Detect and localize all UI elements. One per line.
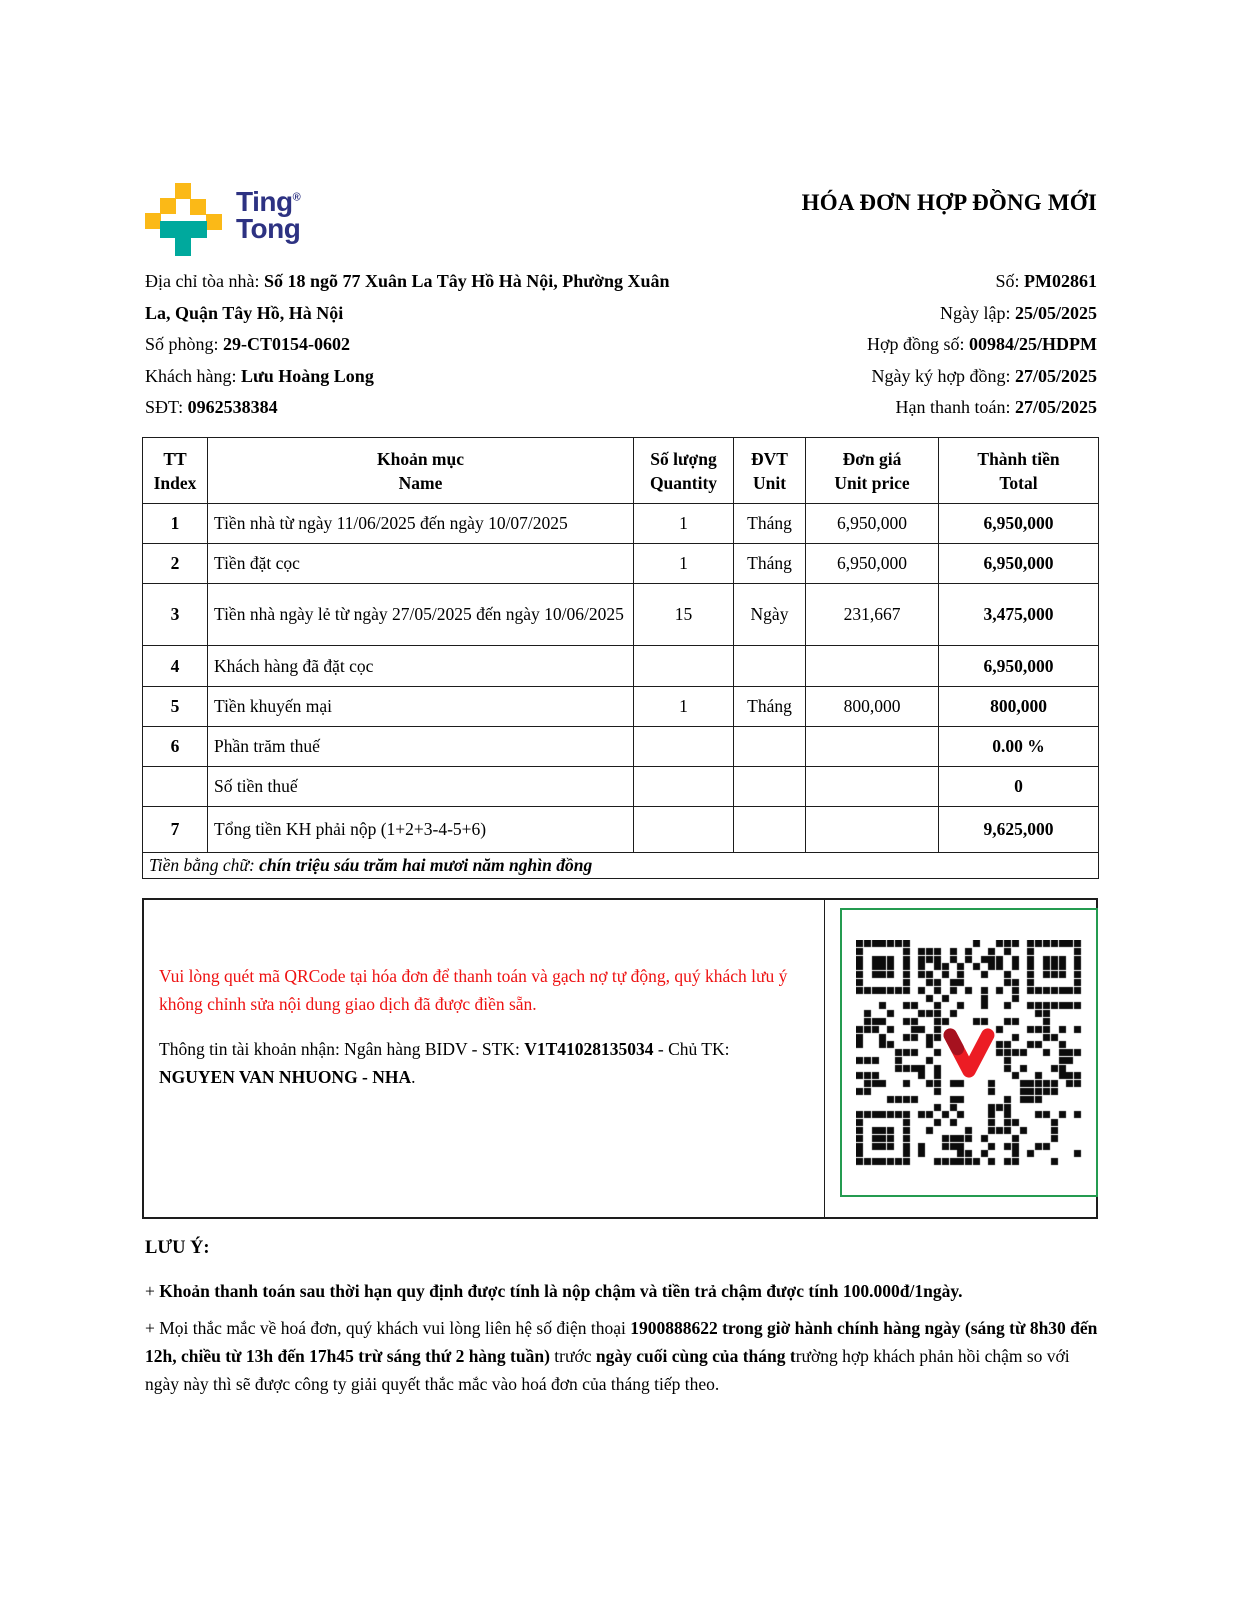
cell-total: 0.00 % — [939, 727, 1099, 767]
qr-warning-text: Vui lòng quét mã QRCode tại hóa đơn để thanh toán và gạch nợ tự động, quý khách lưu ý không chỉnh sửa nội dung giao dịch đã được điền sẵn. — [159, 966, 788, 1014]
note1-prefix: + — [145, 1281, 160, 1301]
room-number-line — [145, 329, 690, 361]
address-value: Số 18 ngõ 77 Xuân La Tây Hồ Hà Nội, Phường Xuân La, Quận Tây Hồ, Hà Nội — [145, 271, 670, 323]
invoice-number-value: PM02861 — [1024, 271, 1097, 291]
wordmark-line1: Ting — [236, 186, 293, 217]
issue-date-line — [667, 298, 1097, 330]
issue-date-value: 25/05/2025 — [1014, 302, 1097, 323]
amount-in-words-label: Tiền bằng chữ: — [149, 855, 260, 875]
col-header-total: Thành tiền Total — [939, 438, 1099, 504]
account-suffix: . — [411, 1067, 416, 1087]
cell-unit — [734, 646, 806, 687]
table-row — [143, 687, 1099, 727]
cell-total: 6,950,000 — [939, 646, 1099, 687]
note1-bold: Khoản thanh toán sau thời hạn quy định được tính là nộp chậm và tiền trả chậm được tính 100.000đ/1ngày. — [159, 1281, 963, 1301]
cell-unit-price — [806, 646, 939, 687]
cell-quantity: 15 — [634, 584, 734, 646]
cell-unit — [734, 767, 806, 807]
registered-mark: ® — [292, 191, 301, 204]
cell-unit-price: 800,000 — [806, 687, 939, 727]
logo-pixel — [206, 214, 222, 230]
account-holder: NGUYEN VAN NHUONG - NHA — [159, 1067, 412, 1087]
logo-pixel — [175, 183, 191, 199]
cell-total: 9,625,000 — [939, 807, 1099, 853]
cell-index: 1 — [143, 504, 208, 544]
logo-pixel — [160, 221, 207, 238]
late-payment-note — [145, 1278, 1101, 1305]
phone-label: SĐT: — [145, 397, 188, 417]
cell-quantity — [634, 807, 734, 853]
tingtong-logo-icon — [145, 183, 223, 259]
col-header-quantity: Số lượng Quantity — [634, 438, 734, 504]
cell-unit-price: 6,950,000 — [806, 544, 939, 584]
cell-unit — [734, 727, 806, 767]
cell-name: Tiền khuyến mại — [208, 687, 634, 727]
table-row — [143, 584, 1099, 646]
cell-unit-price: 231,667 — [806, 584, 939, 646]
cell-index: 5 — [143, 687, 208, 727]
payment-box — [142, 898, 1098, 1219]
cell-index: 6 — [143, 727, 208, 767]
cell-quantity — [634, 767, 734, 807]
cell-unit: Ngày — [734, 584, 806, 646]
cell-quantity — [634, 646, 734, 687]
due-date-label: Hạn thanh toán: — [895, 397, 1015, 417]
cell-unit-price — [806, 807, 939, 853]
cell-total: 800,000 — [939, 687, 1099, 727]
customer-line — [145, 361, 690, 393]
cell-total: 6,950,000 — [939, 504, 1099, 544]
table-row — [143, 544, 1099, 584]
cell-index: 3 — [143, 584, 208, 646]
cell-name: Tiền nhà ngày lẻ từ ngày 27/05/2025 đến ngày 10/06/2025 — [208, 584, 634, 646]
note2-seg5: rường hợp khách phản hồi chậm so với ngày này thì sẽ được công ty giải quyết thắc mắc vào hoá đơn của tháng tiếp theo. — [145, 1346, 1070, 1394]
notes-heading: LƯU Ý: — [145, 1238, 210, 1258]
table-row — [143, 767, 1099, 807]
invoice-number-line — [667, 266, 1097, 298]
document-title: HÓA ĐƠN HỢP ĐỒNG MỚI — [801, 190, 1097, 215]
logo-pixel — [190, 199, 206, 215]
col-header-index: TT Index — [143, 438, 208, 504]
phone-value: 0962538384 — [187, 397, 278, 417]
cell-name: Tiền nhà từ ngày 11/06/2025 đến ngày 10/07/2025 — [208, 504, 634, 544]
cell-index: 4 — [143, 646, 208, 687]
cell-total: 6,950,000 — [939, 544, 1099, 584]
room-value: 29-CT0154-0602 — [223, 334, 351, 354]
contract-number-label: Hợp đồng số: — [866, 334, 969, 354]
building-info-block — [145, 266, 690, 424]
invoice-number-label: Số: — [995, 271, 1025, 291]
wordmark-line2: Tong — [236, 213, 301, 244]
col-header-unit-price: Đơn giá Unit price — [806, 438, 939, 504]
table-row — [143, 504, 1099, 544]
due-date-value: 27/05/2025 — [1014, 397, 1097, 417]
table-row — [143, 727, 1099, 767]
cell-unit-price: 6,950,000 — [806, 504, 939, 544]
customer-value: Lưu Hoàng Long — [240, 365, 374, 386]
logo-pixel — [175, 238, 191, 256]
cell-unit-price — [806, 767, 939, 807]
amount-in-words-cell — [143, 853, 1099, 879]
cell-unit-price — [806, 727, 939, 767]
cell-quantity — [634, 727, 734, 767]
cell-total: 3,475,000 — [939, 584, 1099, 646]
contract-sign-date-label: Ngày ký hợp đồng: — [871, 365, 1015, 386]
customer-label: Khách hàng: — [145, 365, 241, 386]
cell-quantity: 1 — [634, 544, 734, 584]
table-header-row — [143, 438, 1099, 504]
amount-in-words-row — [143, 853, 1099, 879]
cell-index: 2 — [143, 544, 208, 584]
cell-index — [143, 767, 208, 807]
col-header-unit: ĐVT Unit — [734, 438, 806, 504]
cell-name: Khách hàng đã đặt cọc — [208, 646, 634, 687]
tingtong-wordmark — [236, 188, 300, 242]
contact-note — [145, 1314, 1107, 1398]
building-address-line — [145, 266, 690, 329]
invoice-info-block — [667, 266, 1097, 424]
cell-unit: Tháng — [734, 504, 806, 544]
cell-name: Phần trăm thuế — [208, 727, 634, 767]
col-header-name: Khoản mục Name — [208, 438, 634, 504]
contract-number-line — [667, 329, 1097, 361]
amount-in-words-value: chín triệu sáu trăm hai mươi năm nghìn đồng — [259, 855, 593, 875]
contract-number-value: 00984/25/HDPM — [969, 334, 1097, 354]
account-number: V1T41028135034 — [524, 1039, 654, 1059]
cell-quantity: 1 — [634, 687, 734, 727]
cell-unit — [734, 807, 806, 853]
issue-date-label: Ngày lập: — [940, 302, 1015, 323]
cell-name: Số tiền thuế — [208, 767, 634, 807]
note2-seg2: 1900888622 trong giờ hành chính hàng ngày (sáng từ 8h30 đến 12h, chiều từ 13h đến 17h45 trừ sáng thứ 2 hàng tuần) — [145, 1318, 1098, 1366]
bank-account-text — [159, 1035, 798, 1091]
qr-cell — [825, 900, 1096, 1217]
address-label: Địa chỉ tòa nhà: — [145, 271, 264, 291]
note2-seg4: ngày cuối cùng của tháng t — [595, 1346, 796, 1366]
phone-line — [145, 392, 690, 424]
cell-index: 7 — [143, 807, 208, 853]
table-row — [143, 807, 1099, 853]
note2-seg1: + Mọi thắc mắc về hoá đơn, quý khách vui lòng liên hệ số điện thoại — [145, 1318, 631, 1338]
payment-instructions — [144, 900, 825, 1217]
qr-green-frame — [840, 908, 1098, 1197]
contract-sign-date-value: 27/05/2025 — [1014, 365, 1097, 386]
cell-unit: Tháng — [734, 544, 806, 584]
contract-sign-date-line — [667, 361, 1097, 393]
cell-total: 0 — [939, 767, 1099, 807]
logo-pixel — [160, 198, 176, 214]
qr-code — [856, 940, 1082, 1166]
cell-quantity: 1 — [634, 504, 734, 544]
vietqr-v-icon — [942, 1028, 996, 1078]
due-date-line — [667, 392, 1097, 424]
account-mid: - Chủ TK: — [653, 1039, 730, 1059]
invoice-items-table — [142, 437, 1099, 879]
tingtong-logo — [145, 183, 300, 259]
note2-seg3: trước — [549, 1346, 596, 1366]
cell-name: Tổng tiền KH phải nộp (1+2+3-4-5+6) — [208, 807, 634, 853]
cell-unit: Tháng — [734, 687, 806, 727]
table-row — [143, 646, 1099, 687]
account-prefix: Thông tin tài khoản nhận: Ngân hàng BIDV - STK: — [159, 1039, 525, 1059]
cell-name: Tiền đặt cọc — [208, 544, 634, 584]
logo-pixel — [145, 213, 161, 229]
room-label: Số phòng: — [145, 334, 224, 354]
